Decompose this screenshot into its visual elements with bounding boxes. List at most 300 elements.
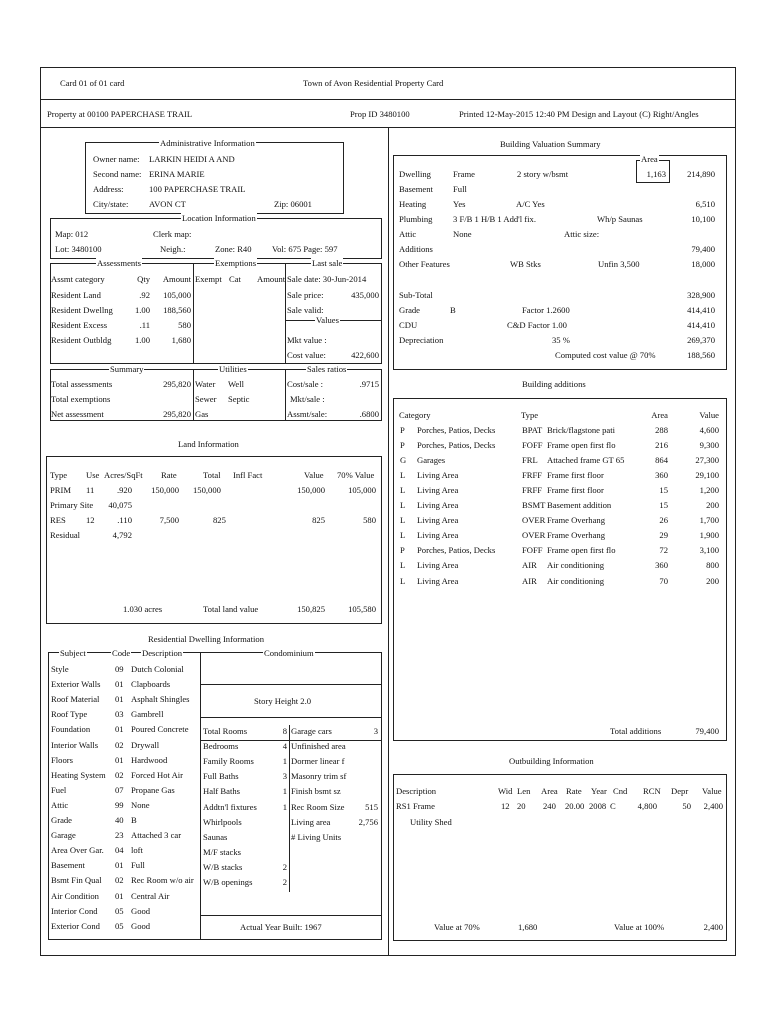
dwelling-subject: Garage xyxy=(51,830,76,841)
addition-area: 15 xyxy=(659,500,668,511)
extra-label: # Living Units xyxy=(291,831,342,842)
additions-h-category: Category xyxy=(399,410,431,420)
cdu-label: CDU xyxy=(399,320,418,330)
addition-code: L xyxy=(400,575,406,586)
valuation-label: Additions xyxy=(399,244,433,254)
land-cell: 40,075 xyxy=(108,500,132,510)
dwelling-subject: Air Condition xyxy=(51,890,99,901)
land-cell: 12 xyxy=(86,515,95,525)
value-70: 1,680 xyxy=(518,922,538,932)
dwelling-code: 02 xyxy=(115,739,124,750)
dwelling-subject: Roof Material xyxy=(51,694,100,705)
assessment-category: Resident Land xyxy=(51,290,101,300)
addition-value: 27,300 xyxy=(695,455,719,466)
addition-code: P xyxy=(400,440,405,451)
outbuilding-cell: 12 xyxy=(501,801,510,811)
dwelling-subject: Fuel xyxy=(51,784,67,795)
dwelling-description: Attached 3 car xyxy=(131,830,182,841)
outbuilding-cell: 4,800 xyxy=(637,801,657,811)
land-cell: 825 xyxy=(213,515,226,525)
location-info-title: Location Information xyxy=(182,213,256,223)
second-label: Second name: xyxy=(93,169,142,179)
dwelling-description: Forced Hot Air xyxy=(131,769,184,780)
grade-label: Grade xyxy=(399,305,420,315)
addition-value: 200 xyxy=(706,575,719,586)
assessment-qty: .92 xyxy=(139,290,150,300)
addition-area: 360 xyxy=(655,560,668,571)
year-built: Actual Year Built: 1967 xyxy=(240,922,322,932)
addition-type: BSMT xyxy=(522,500,546,511)
land-cell: PRIM xyxy=(50,485,72,495)
room-label: Addtn'l fixtures xyxy=(203,801,257,812)
room-label: Full Baths xyxy=(203,771,239,782)
land-info-box xyxy=(46,456,382,624)
dwelling-description: Rec Room w/o air xyxy=(131,875,194,886)
addition-area: 26 xyxy=(659,515,668,526)
values-title: Values xyxy=(316,315,339,325)
addition-value: 3,100 xyxy=(699,545,719,556)
land-cell: 105,000 xyxy=(348,485,376,495)
dwelling-subject: Interior Cond xyxy=(51,905,98,916)
assessment-amount: 580 xyxy=(178,320,191,330)
outbuilding-cell: C xyxy=(610,801,616,811)
addition-category: Porches, Patios, Decks xyxy=(417,425,496,435)
net-assess-label: Net assessment xyxy=(51,409,104,419)
valuation-label: Other Features xyxy=(399,259,450,269)
zip-value: Zip: 06001 xyxy=(274,199,312,209)
dwelling-subject: Heating System xyxy=(51,769,106,780)
addition-type: OVER xyxy=(522,515,546,526)
addition-area: 72 xyxy=(659,545,668,556)
addition-area: 360 xyxy=(655,470,668,481)
dwelling-description: Poured Concrete xyxy=(131,724,189,735)
cost-value-label: Cost value: xyxy=(287,350,326,360)
dwelling-description: Hardwood xyxy=(131,754,168,765)
second-name: ERINA MARIE xyxy=(149,169,205,179)
room-label: W/B stacks xyxy=(203,861,243,872)
outbuilding-header: RCN xyxy=(643,786,661,796)
valuation-type: Full xyxy=(453,184,467,194)
cost-sale-label: Cost/sale : xyxy=(287,379,324,389)
extra-label: Finish bsmt sz xyxy=(291,786,341,797)
valuation-value: 6,510 xyxy=(695,199,715,209)
room-count: 2 xyxy=(282,877,287,887)
outbuilding-header: Rate xyxy=(566,786,582,796)
dwelling-code: 04 xyxy=(115,845,124,856)
dwelling-code: 40 xyxy=(115,815,124,825)
assessments-title: Assessments xyxy=(97,258,141,268)
dwelling-subject: Grade xyxy=(51,815,72,825)
dwelling-description: Asphalt Shingles xyxy=(131,694,190,705)
assess-div xyxy=(193,263,194,364)
land-total-70: 105,580 xyxy=(348,604,376,614)
valuation-type: None xyxy=(453,229,472,239)
dwelling-h-subject: Subject xyxy=(60,648,86,658)
additions-total: 79,400 xyxy=(695,726,719,736)
clerk-map: Clerk map: xyxy=(153,229,192,239)
addition-code: L xyxy=(400,500,406,511)
outbuilding-header: Cnd xyxy=(613,786,628,796)
last-sale-title: Last sale xyxy=(312,258,343,268)
total-assess: 295,820 xyxy=(163,379,191,389)
valuation-label: Basement xyxy=(399,184,433,194)
dwelling-description: Clapboards xyxy=(131,679,171,690)
outbuilding-cell: 2,400 xyxy=(703,801,723,811)
dwelling-code: 09 xyxy=(115,664,124,674)
room-count: 3 xyxy=(282,771,287,782)
dwelling-description: Good xyxy=(131,905,151,916)
addition-type: FOFF xyxy=(522,440,543,451)
subtotal-label: Sub-Total xyxy=(399,290,433,300)
land-h-rate: Rate xyxy=(161,470,177,480)
outbuilding-header: Value xyxy=(702,786,722,796)
sales-ratios-title: Sales ratios xyxy=(307,364,347,374)
header-divider-1 xyxy=(40,99,736,100)
valuation-value: 214,890 xyxy=(687,169,715,179)
outbuilding-cell: RS1 Frame xyxy=(396,801,435,811)
card-title: Town of Avon Residential Property Card xyxy=(303,78,444,88)
prop-id: Prop ID 3480100 xyxy=(350,109,410,119)
extra-value: 2,756 xyxy=(358,816,378,827)
outbuilding-cell: 2008 xyxy=(589,801,607,811)
land-h-type: Type xyxy=(50,470,68,480)
outbuilding-header: Description xyxy=(396,786,437,796)
additions-h-value: Value xyxy=(699,410,719,420)
dwelling-description: Full xyxy=(131,860,145,871)
addition-category: Garages xyxy=(417,455,446,466)
vol-page: Vol: 675 Page: 597 xyxy=(272,244,338,254)
cdu-factor: C&D Factor 1.00 xyxy=(507,320,567,330)
dwelling-code: 07 xyxy=(115,784,124,795)
addition-desc: Frame first floor xyxy=(547,485,604,496)
sale-valid: Sale valid: xyxy=(287,305,324,315)
utilities-div xyxy=(285,369,286,421)
addition-desc: Basement addition xyxy=(547,500,612,511)
mkt-value-label: Mkt value : xyxy=(287,335,327,345)
addition-category: Living Area xyxy=(417,530,459,541)
sewer-label: Sewer xyxy=(195,394,217,404)
extra-label: Living area xyxy=(291,816,331,827)
dwelling-subject: Floors xyxy=(51,754,73,765)
dwelling-description: Propane Gas xyxy=(131,784,175,795)
addition-value: 1,700 xyxy=(699,515,719,526)
dwelling-subject: Exterior Cond xyxy=(51,920,100,931)
addition-code: P xyxy=(400,545,405,556)
sewer-value: Septic xyxy=(228,394,250,404)
outbuilding-cell: 20.00 xyxy=(565,801,585,811)
addition-area: 70 xyxy=(659,575,668,586)
room-label: Half Baths xyxy=(203,786,240,797)
assessment-qty: .11 xyxy=(139,320,150,330)
owner-name: LARKIN HEIDI A AND xyxy=(149,154,235,164)
addition-category: Living Area xyxy=(417,575,459,586)
extra-label: Masonry trim sf xyxy=(291,771,347,782)
dwelling-description: Gambrell xyxy=(131,709,164,720)
total-exempt-label: Total exemptions xyxy=(51,394,111,404)
addition-type: FOFF xyxy=(522,545,543,556)
dwelling-subject: Exterior Walls xyxy=(51,679,101,690)
additions-total-label: Total additions xyxy=(610,726,662,736)
column-divider xyxy=(388,127,389,956)
depreciation-pct: 35 % xyxy=(552,335,570,345)
gas-label: Gas xyxy=(195,409,209,419)
depreciation-label: Depreciation xyxy=(399,335,444,345)
condominium-title: Condominium xyxy=(264,648,314,658)
value-70-label: Value at 70% xyxy=(434,922,480,932)
addition-desc: Frame open first flo xyxy=(547,440,616,451)
addition-category: Porches, Patios, Decks xyxy=(417,545,496,556)
addition-code: L xyxy=(400,515,406,526)
address-value: 100 PAPERCHASE TRAIL xyxy=(149,184,246,194)
room-label: Saunas xyxy=(203,831,228,842)
owner-label: Owner name: xyxy=(93,154,140,164)
value-100: 2,400 xyxy=(703,922,723,932)
condo-line-1 xyxy=(200,684,382,685)
land-cell: RES xyxy=(50,515,66,525)
net-assess: 295,820 xyxy=(163,409,191,419)
land-cell: Residual xyxy=(50,530,81,540)
dwelling-description: loft xyxy=(131,845,143,856)
valuation-desc: 2 story w/bsmt xyxy=(517,169,569,179)
addition-value: 800 xyxy=(706,560,719,571)
dwelling-code: 02 xyxy=(115,875,124,886)
dwelling-code: 01 xyxy=(115,679,124,690)
outbuilding-cell: 50 xyxy=(682,801,691,811)
land-cell: 150,000 xyxy=(151,485,179,495)
extra-label: Dormer linear f xyxy=(291,756,345,767)
room-count: 4 xyxy=(282,741,287,752)
dwelling-description: Dutch Colonial xyxy=(131,664,184,674)
subtotal-value: 328,900 xyxy=(687,290,715,300)
land-cell: 7,500 xyxy=(159,515,179,525)
addition-value: 4,600 xyxy=(699,425,719,435)
land-h-value: Value xyxy=(304,470,324,480)
valuation-type: Yes xyxy=(453,199,466,209)
rooms-div xyxy=(289,725,290,892)
summary-title: Summary xyxy=(110,364,144,374)
dwelling-code: 05 xyxy=(115,920,124,931)
sale-price: 435,000 xyxy=(351,290,379,300)
exemptions-title: Exemptions xyxy=(215,258,257,268)
room-count: 8 xyxy=(282,726,287,736)
dwelling-code: 01 xyxy=(115,860,124,871)
valuation-label: Attic xyxy=(399,229,417,239)
addition-type: BPAT xyxy=(522,425,543,435)
addition-category: Living Area xyxy=(417,515,459,526)
year-line xyxy=(200,915,382,916)
addition-value: 200 xyxy=(706,500,719,511)
land-acres: 1.030 acres xyxy=(123,604,163,614)
dwelling-subject: Roof Type xyxy=(51,709,88,720)
room-count: 2 xyxy=(282,861,287,872)
addition-value: 9,300 xyxy=(699,440,719,451)
neigh-label: Neigh.: xyxy=(160,244,186,254)
mkt-sale-label: Mkt/sale : xyxy=(290,394,325,404)
valuation-value: 79,400 xyxy=(691,244,715,254)
extra-label: Unfinished area xyxy=(291,741,346,752)
extra-value: 515 xyxy=(365,801,378,812)
dwelling-subject: Area Over Gar. xyxy=(51,845,104,856)
land-h-total: Total xyxy=(203,470,221,480)
land-cell: 150,000 xyxy=(297,485,325,495)
dwelling-h-desc: Description xyxy=(142,648,183,658)
addition-code: L xyxy=(400,530,406,541)
outbuilding-header: Depr xyxy=(671,786,689,796)
addition-type: AIR xyxy=(522,575,537,586)
addition-code: L xyxy=(400,470,406,481)
valuation-type: Frame xyxy=(453,169,475,179)
addition-code: L xyxy=(400,560,406,571)
addition-value: 1,200 xyxy=(699,485,719,496)
land-cell: 580 xyxy=(363,515,376,525)
room-label: Whirlpools xyxy=(203,816,242,827)
outbuilding-box xyxy=(393,774,727,941)
assessment-amount: 105,000 xyxy=(163,290,191,300)
cost-value: 422,600 xyxy=(351,350,379,360)
addition-category: Living Area xyxy=(417,470,459,481)
map-value: Map: 012 xyxy=(55,229,89,239)
addition-category: Porches, Patios, Decks xyxy=(417,440,496,451)
addition-desc: Frame Overhang xyxy=(547,530,605,541)
addition-area: 15 xyxy=(659,485,668,496)
exempt-h-amt: Amount xyxy=(257,274,286,284)
cdu-total: 414,410 xyxy=(687,320,715,330)
addition-type: AIR xyxy=(522,560,537,571)
assessment-qty: 1.00 xyxy=(134,305,150,315)
land-cell: 4,792 xyxy=(112,530,132,540)
extra-label: Rec Room Size xyxy=(291,801,345,812)
area-label: Area xyxy=(641,154,658,164)
dwelling-code: 01 xyxy=(115,754,124,765)
land-cell: 825 xyxy=(312,515,325,525)
valuation-value: 10,100 xyxy=(691,214,715,224)
dwelling-code: 01 xyxy=(115,724,124,735)
valuation-desc: Unfin 3,500 xyxy=(598,259,640,269)
land-cell: 11 xyxy=(86,485,95,495)
water-label: Water xyxy=(195,379,216,389)
assmt-sale: .6800 xyxy=(359,409,379,419)
property-address: Property at 00100 PAPERCHASE TRAIL xyxy=(47,109,193,119)
dwelling-subject: Bsmt Fin Qual xyxy=(51,875,102,886)
valuation-desc: Attic size: xyxy=(564,229,600,239)
land-cell: 150,000 xyxy=(193,485,221,495)
assessment-qty: 1.00 xyxy=(134,335,150,345)
sale-date: Sale date: 30-Jun-2014 xyxy=(287,274,367,284)
addition-desc: Brick/flagstone pati xyxy=(547,425,616,435)
dwelling-h-code: Code xyxy=(112,648,131,658)
assessment-amount: 188,560 xyxy=(163,305,191,315)
land-cell: Primary Site xyxy=(50,500,94,510)
dwelling-description: Central Air xyxy=(131,890,170,901)
land-cell: .920 xyxy=(116,485,132,495)
total-assess-label: Total assessments xyxy=(51,379,113,389)
dwelling-code: 01 xyxy=(115,694,124,705)
assessment-category: Resident Excess xyxy=(51,320,108,330)
computed-value: 188,560 xyxy=(687,350,715,360)
dwelling-title: Residential Dwelling Information xyxy=(148,634,264,644)
addition-type: FRL xyxy=(522,455,538,466)
zone-value: Zone: R40 xyxy=(215,244,252,254)
addition-desc: Frame first floor xyxy=(547,470,604,481)
dwelling-description: Drywall xyxy=(131,739,160,750)
summary-div xyxy=(193,369,194,421)
water-value: Well xyxy=(228,379,245,389)
valuation-label: Heating xyxy=(399,199,427,209)
valuation-type: 3 F/B 1 H/B 1 Add'l fix. xyxy=(453,214,536,224)
room-label: Bedrooms xyxy=(203,741,239,752)
assmt-sale-label: Assmt/sale: xyxy=(287,409,328,419)
city-label: City/state: xyxy=(93,199,129,209)
addition-category: Living Area xyxy=(417,485,459,496)
depreciation-value: 269,370 xyxy=(687,335,715,345)
dwelling-subject: Interior Walls xyxy=(51,739,99,750)
addition-type: OVER xyxy=(522,530,546,541)
land-h-infl: Infl Fact xyxy=(233,470,263,480)
dwelling-description: B xyxy=(131,815,137,825)
lot-value: Lot: 3480100 xyxy=(55,244,102,254)
addition-code: P xyxy=(400,425,405,435)
outbuilding-sub: Utility Shed xyxy=(410,817,452,827)
dwelling-code: 02 xyxy=(115,769,124,780)
land-total-label: Total land value xyxy=(203,604,259,614)
additions-title: Building additions xyxy=(522,379,586,389)
land-h-70: 70% Value xyxy=(337,470,375,480)
dwelling-code: 03 xyxy=(115,709,124,720)
dwelling-subject: Foundation xyxy=(51,724,91,735)
dwelling-subject: Style xyxy=(51,664,69,674)
outbuilding-cell: 20 xyxy=(517,801,526,811)
dwelling-div-1 xyxy=(200,652,201,940)
addition-desc: Frame Overhang xyxy=(547,515,605,526)
outbuilding-header: Year xyxy=(591,786,607,796)
assess-h-cat: Assmt category xyxy=(51,274,105,284)
outbuilding-header: Len xyxy=(517,786,531,796)
dwelling-subject: Basement xyxy=(51,860,85,871)
condo-line-2 xyxy=(200,717,382,718)
address-label: Address: xyxy=(93,184,124,194)
grade-factor: Factor 1.2600 xyxy=(522,305,570,315)
addition-area: 288 xyxy=(655,425,668,435)
valuation-value: 18,000 xyxy=(691,259,715,269)
assess-h-amt: Amount xyxy=(162,274,191,284)
exempt-h-exempt: Exempt xyxy=(195,274,222,284)
valuation-label: Plumbing xyxy=(399,214,433,224)
addition-desc: Attached frame GT 65 xyxy=(547,455,625,466)
additions-h-type: Type xyxy=(521,410,539,420)
assessment-amount: 1,680 xyxy=(171,335,191,345)
sale-price-label: Sale price: xyxy=(287,290,324,300)
addition-area: 864 xyxy=(655,455,668,466)
printed-info: Printed 12-May-2015 12:40 PM Design and Layout (C) Right/Angles xyxy=(459,109,699,119)
land-cell: .110 xyxy=(117,515,132,525)
dwelling-code: 23 xyxy=(115,830,124,841)
dwelling-code: 99 xyxy=(115,799,124,810)
addition-area: 216 xyxy=(655,440,668,451)
addition-code: G xyxy=(400,455,407,466)
assess-h-qty: Qty xyxy=(137,274,150,284)
valuation-label: Dwelling xyxy=(399,169,431,179)
grade-value: B xyxy=(450,305,456,315)
computed-label: Computed cost value @ 70% xyxy=(555,350,656,360)
room-count: 1 xyxy=(282,801,287,812)
utilities-title: Utilities xyxy=(219,364,247,374)
extra-value: 3 xyxy=(373,726,378,736)
valuation-type: WB Stks xyxy=(510,259,541,269)
outbuilding-header: Area xyxy=(541,786,558,796)
addition-value: 1,900 xyxy=(699,530,719,541)
cost-sale: .9715 xyxy=(359,379,379,389)
room-label: Family Rooms xyxy=(203,756,254,767)
